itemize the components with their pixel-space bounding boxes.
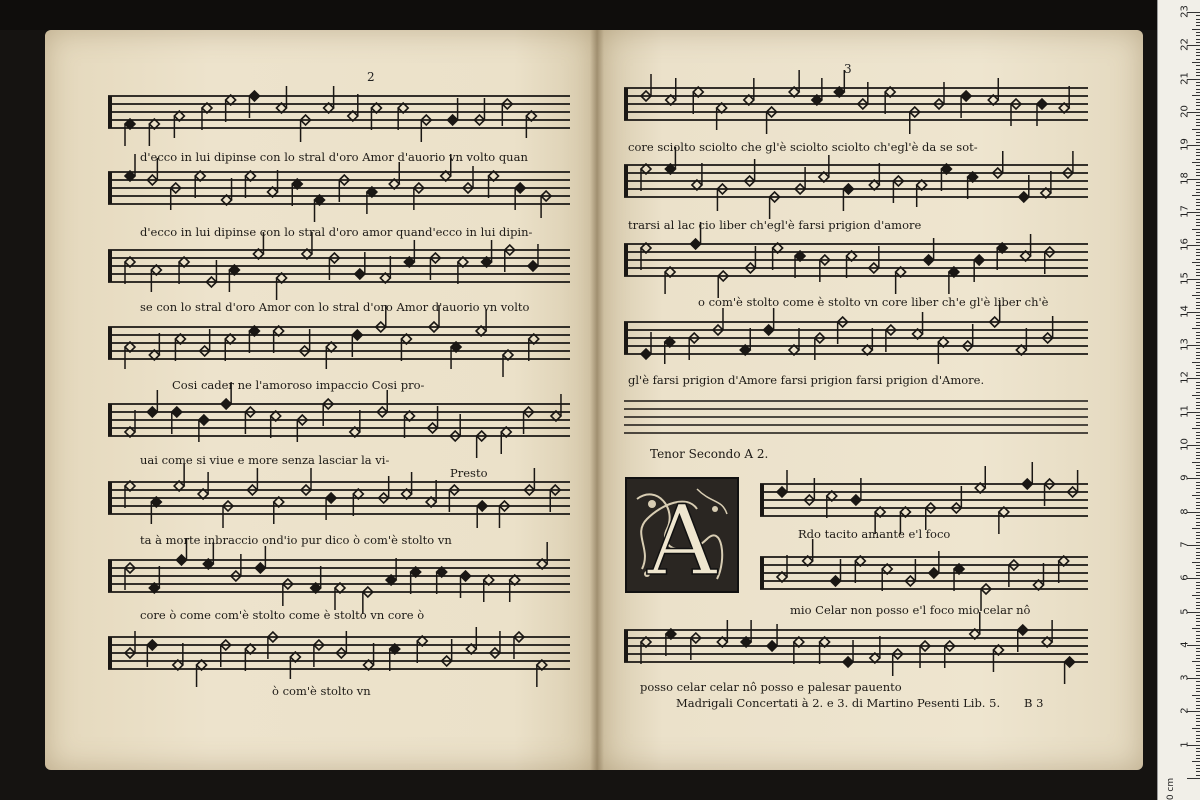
ruler-tick [1196, 725, 1200, 726]
ruler-tick [1196, 182, 1200, 183]
ruler-tick [1196, 648, 1200, 649]
ruler-tick [1196, 675, 1200, 676]
ruler-number: 5 [1179, 607, 1191, 615]
ruler-tick [1196, 731, 1200, 732]
ornament-icon [627, 479, 737, 591]
ruler-tick [1196, 368, 1200, 369]
ruler-tick [1196, 269, 1200, 270]
ruler-tick [1196, 385, 1200, 386]
ruler-tick [1196, 52, 1200, 53]
ruler-tick [1187, 778, 1200, 779]
ruler-tick [1196, 405, 1200, 406]
ruler-tick [1196, 775, 1200, 776]
ruler-tick [1196, 189, 1200, 190]
right-lyric-2: trarsi al lac cio liber ch'egl'è farsi prigion d'amore [628, 218, 922, 232]
ruler-tick [1196, 572, 1200, 573]
ruler-tick [1196, 159, 1200, 160]
ruler-unit: 0 cm [1166, 777, 1177, 800]
ruler-tick [1196, 72, 1200, 73]
ruler-tick [1196, 32, 1200, 33]
ruler-tick [1192, 462, 1200, 463]
ruler-tick [1196, 165, 1200, 166]
ruler-tick [1192, 595, 1200, 596]
ruler-tick [1196, 655, 1200, 656]
right-lyric-4: gl'è farsi prigion d'Amore farsi prigion farsi prigion d'Amore. [628, 373, 985, 387]
ruler-tick [1196, 598, 1200, 599]
ruler-tick [1196, 698, 1200, 699]
svg-text:A: A [647, 485, 717, 591]
ruler-tick [1196, 665, 1200, 666]
ruler-tick [1196, 438, 1200, 439]
ruler-tick [1192, 195, 1200, 196]
ruler-tick [1196, 15, 1200, 16]
left-page-number: 2 [367, 70, 375, 84]
ruler-tick [1192, 562, 1200, 563]
ruler-tick [1196, 422, 1200, 423]
ruler-tick [1196, 332, 1200, 333]
ruler-tick [1192, 95, 1200, 96]
ruler-tick [1196, 671, 1200, 672]
ruler-tick [1196, 502, 1200, 503]
left-lyric-2: d'ecco in lui dipinse con lo stral d'oro amor quand'ecco in lui dipin- [140, 225, 533, 239]
ruler-tick [1196, 488, 1200, 489]
ruler-tick [1196, 122, 1200, 123]
ruler-number: 15 [1179, 271, 1191, 285]
ruler-tick [1196, 372, 1200, 373]
ruler-tick [1196, 588, 1200, 589]
ruler-tick [1196, 92, 1200, 93]
ruler-tick [1196, 432, 1200, 433]
ruler-tick [1196, 621, 1200, 622]
ruler-tick [1196, 585, 1200, 586]
left-lyric-5: uai come si viue e more senza lasciar la vi- [140, 453, 390, 467]
ruler-tick [1196, 175, 1200, 176]
ruler-number: 11 [1179, 404, 1191, 418]
ruler-number: 3 [1179, 674, 1191, 681]
ruler-tick [1196, 455, 1200, 456]
right-empty-staff [624, 401, 1088, 433]
ruler-tick [1196, 508, 1200, 509]
right-staff-3 [624, 222, 1088, 298]
ruler-tick [1196, 285, 1200, 286]
ruler-tick [1196, 691, 1200, 692]
ruler-number: 20 [1179, 105, 1191, 118]
ruler-tick [1196, 552, 1200, 553]
ruler-tick [1196, 485, 1200, 486]
ruler-tick [1196, 249, 1200, 250]
ruler-tick [1196, 388, 1200, 389]
ruler-tick [1196, 82, 1200, 83]
ruler-tick [1196, 169, 1200, 170]
ruler-tick [1192, 661, 1200, 662]
footer-title: Madrigali Concertati à 2. e 3. di Martino Pesenti Lib. 5. [676, 696, 1001, 710]
ruler-tick [1196, 135, 1200, 136]
ruler-tick [1196, 155, 1200, 156]
right-staff-2 [624, 147, 1088, 219]
ruler-tick [1196, 625, 1200, 626]
ruler-tick [1196, 298, 1200, 299]
ruler-number: 22 [1179, 38, 1191, 52]
ruler-tick [1196, 42, 1200, 43]
ruler-tick [1196, 185, 1200, 186]
ruler-tick [1196, 435, 1200, 436]
ruler-tick [1196, 255, 1200, 256]
ruler-tick [1196, 408, 1200, 409]
left-lyric-1: d'ecco in lui dipinse con lo stral d'oro Amor d'auorio vn volto quan [140, 150, 528, 164]
tenor-lyric-3: posso celar celar nô posso e palesar pauento [640, 680, 902, 694]
left-lyric-4: Cosi cader ne l'amoroso impaccio Cosi pro- [172, 378, 425, 392]
ruler-number: 8 [1179, 507, 1191, 515]
ruler-tick [1196, 498, 1200, 499]
ruler-tick [1196, 538, 1200, 539]
ruler-tick [1196, 55, 1200, 56]
ruler-tick [1196, 758, 1200, 759]
ruler-tick [1196, 259, 1200, 260]
ruler-tick [1196, 618, 1200, 619]
ruler-tick [1196, 535, 1200, 536]
ruler-tick [1196, 352, 1200, 353]
ruler-tick [1196, 482, 1200, 483]
ruler-tick [1196, 442, 1200, 443]
ruler-tick [1192, 761, 1200, 762]
ruler-number: 2 [1179, 707, 1191, 715]
ruler-tick [1196, 225, 1200, 226]
ruler-tick [1196, 718, 1200, 719]
ruler-tick [1196, 465, 1200, 466]
ruler-tick [1196, 199, 1200, 200]
ruler-tick [1196, 681, 1200, 682]
ruler-tick [1196, 415, 1200, 416]
ruler-tick [1196, 172, 1200, 173]
ruler-tick [1192, 295, 1200, 296]
ruler-tick [1196, 25, 1200, 26]
tenor-lyric-1: Rdo tacito amante e'l foco [798, 527, 951, 541]
tenor-staff-2 [760, 539, 1088, 611]
ruler-tick [1196, 715, 1200, 716]
ruler-tick [1196, 335, 1200, 336]
ruler-number: 13 [1179, 338, 1191, 351]
ruler-tick [1196, 402, 1200, 403]
ruler-tick [1196, 308, 1200, 309]
ruler-tick [1196, 755, 1200, 756]
ruler-tick [1196, 338, 1200, 339]
ruler-tick [1196, 605, 1200, 606]
ruler-tick [1196, 222, 1200, 223]
ruler-tick [1196, 69, 1200, 70]
ruler-tick [1196, 125, 1200, 126]
ruler-tick [1196, 342, 1200, 343]
tenor-staff-1 [760, 462, 1088, 534]
ruler-tick [1192, 728, 1200, 729]
ruler-tick [1196, 35, 1200, 36]
ruler-tick [1196, 89, 1200, 90]
ruler-tick [1196, 132, 1200, 133]
ruler-tick [1196, 472, 1200, 473]
ruler-tick [1192, 628, 1200, 629]
ruler-tick [1196, 39, 1200, 40]
ruler-number: 17 [1179, 205, 1191, 218]
ruler-tick [1196, 735, 1200, 736]
ruler-tick [1196, 708, 1200, 709]
ruler-tick [1196, 582, 1200, 583]
ruler-tick [1196, 325, 1200, 326]
ruler-tick [1196, 22, 1200, 23]
ruler-tick [1196, 239, 1200, 240]
ruler-number: 10 [1179, 438, 1191, 451]
ruler-tick [1196, 365, 1200, 366]
ruler-tick [1196, 668, 1200, 669]
ruler-tick [1196, 425, 1200, 426]
ruler-tick [1196, 505, 1200, 506]
ruler-number: 23 [1179, 5, 1191, 18]
ruler-tick [1196, 265, 1200, 266]
ruler-tick [1196, 475, 1200, 476]
ruler-tick [1196, 65, 1200, 66]
ruler-tick [1196, 515, 1200, 516]
ruler-tick [1196, 701, 1200, 702]
tenor-staff-3 [624, 612, 1088, 684]
ruler-tick [1196, 768, 1200, 769]
ruler-tick [1196, 288, 1200, 289]
ruler-tick [1196, 518, 1200, 519]
ruler-number: 7 [1179, 541, 1191, 548]
left-lyric-6: ta à morte inbraccio ond'io pur dico ò com'è stolto vn [140, 533, 452, 547]
right-lyric-1: core sciolto sciolto che gl'è sciolto sciolto ch'egl'è da se sot- [628, 140, 978, 154]
ruler-tick [1196, 99, 1200, 100]
ruler-tick [1196, 615, 1200, 616]
ruler-tick [1196, 109, 1200, 110]
ruler-tick [1196, 358, 1200, 359]
ruler-tick [1196, 452, 1200, 453]
ruler-tick [1196, 568, 1200, 569]
left-lyric-7: core ò come com'è stolto come è stolto vn core ò [140, 608, 425, 622]
right-page-number: 3 [844, 62, 852, 76]
ruler-tick [1196, 202, 1200, 203]
ruler-tick [1196, 49, 1200, 50]
ruler-tick [1196, 119, 1200, 120]
ruler-tick [1196, 152, 1200, 153]
ruler-tick [1196, 232, 1200, 233]
ruler-tick [1192, 395, 1200, 396]
ruler-tick [1196, 685, 1200, 686]
ruler-tick [1196, 558, 1200, 559]
ruler-number: 16 [1179, 238, 1191, 252]
ruler-tick [1196, 305, 1200, 306]
ruler-tick [1196, 602, 1200, 603]
right-staff-4 [624, 300, 1088, 364]
ruler-tick [1196, 102, 1200, 103]
ruler-tick [1196, 215, 1200, 216]
ruler-tick [1196, 631, 1200, 632]
ruler-tick [1196, 302, 1200, 303]
ruler-tick [1192, 262, 1200, 263]
ruler-tick [1196, 522, 1200, 523]
ruler-tick [1196, 751, 1200, 752]
ruler-tick [1196, 748, 1200, 749]
ruler-tick [1196, 542, 1200, 543]
ruler-tick [1196, 468, 1200, 469]
ruler-tick [1192, 162, 1200, 163]
ruler-tick [1196, 235, 1200, 236]
ruler-tick [1196, 492, 1200, 493]
ruler-tick [1196, 532, 1200, 533]
signature-mark: B 3 [1024, 696, 1044, 710]
ruler-tick [1196, 272, 1200, 273]
ruler-tick [1196, 525, 1200, 526]
ruler-tick [1196, 252, 1200, 253]
ruler-tick [1196, 771, 1200, 772]
ruler-tick [1196, 142, 1200, 143]
ruler-tick [1196, 608, 1200, 609]
section-heading: Tenor Secondo A 2. [650, 447, 769, 461]
ruler-number: 19 [1179, 138, 1191, 152]
ruler-tick [1192, 62, 1200, 63]
ruler-tick [1196, 242, 1200, 243]
ruler-tick [1196, 635, 1200, 636]
ruler-tick [1196, 392, 1200, 393]
ruler-tick [1196, 765, 1200, 766]
ruler-number: 18 [1179, 171, 1191, 185]
ruler-tick [1196, 219, 1200, 220]
ruler-tick [1196, 322, 1200, 323]
ruler-tick [1196, 209, 1200, 210]
ruler-tick [1196, 738, 1200, 739]
ruler-number: 6 [1179, 574, 1191, 581]
ruler-tick [1196, 282, 1200, 283]
ruler-tick [1196, 139, 1200, 140]
ruler-tick [1196, 115, 1200, 116]
ruler-tick [1196, 192, 1200, 193]
drop-cap-initial [625, 477, 739, 593]
ruler-number: 4 [1179, 641, 1191, 648]
ruler-tick [1196, 705, 1200, 706]
ruler-tick [1196, 355, 1200, 356]
ruler-number: 9 [1179, 474, 1191, 481]
ruler-tick [1196, 575, 1200, 576]
ruler-number: 14 [1179, 304, 1191, 318]
ruler-tick [1192, 229, 1200, 230]
ruler-tick [1196, 721, 1200, 722]
ruler-number: 12 [1179, 371, 1191, 385]
ruler-number: 1 [1179, 741, 1191, 748]
ruler-tick [1196, 75, 1200, 76]
ruler-tick [1196, 565, 1200, 566]
ruler-tick [1192, 129, 1200, 130]
ruler-number: 21 [1179, 71, 1191, 85]
measurement-ruler [1157, 0, 1200, 800]
ruler-tick [1192, 428, 1200, 429]
ruler-tick [1196, 375, 1200, 376]
ruler-tick [1196, 458, 1200, 459]
ruler-tick [1196, 592, 1200, 593]
ruler-tick [1196, 348, 1200, 349]
right-lyric-3: o com'è stolto come è stolto vn core liber ch'e gl'è liber ch'è [698, 295, 1049, 309]
ruler-tick [1192, 495, 1200, 496]
right-staff-1 [624, 70, 1088, 134]
ruler-tick [1196, 59, 1200, 60]
ruler-tick [1192, 362, 1200, 363]
tempo-mark-presto: Presto [450, 466, 488, 480]
tenor-lyric-2: mio Celar non posso e'l foco mio celar nô [790, 603, 1031, 617]
ruler-tick [1196, 205, 1200, 206]
left-lyric-3: se con lo stral d'oro Amor con lo stral d'oro Amor d'auorio vn volto [140, 300, 530, 314]
ruler-tick [1196, 105, 1200, 106]
left-lyric-8: ò com'è stolto vn [272, 684, 371, 698]
ruler-tick [1196, 418, 1200, 419]
ruler-tick [1192, 29, 1200, 30]
ruler-tick [1196, 688, 1200, 689]
ruler-tick [1192, 328, 1200, 329]
ruler-tick [1196, 658, 1200, 659]
ruler-tick [1192, 695, 1200, 696]
ruler-tick [1196, 318, 1200, 319]
ruler-tick [1196, 448, 1200, 449]
ruler-tick [1196, 19, 1200, 20]
ruler-tick [1196, 292, 1200, 293]
ruler-tick [1196, 641, 1200, 642]
ruler-tick [1196, 149, 1200, 150]
ruler-tick [1196, 382, 1200, 383]
ruler-tick [1196, 315, 1200, 316]
ruler-tick [1196, 638, 1200, 639]
ruler-tick [1196, 651, 1200, 652]
ruler-tick [1196, 741, 1200, 742]
ruler-tick [1196, 555, 1200, 556]
ruler-tick [1196, 275, 1200, 276]
ruler-tick [1196, 548, 1200, 549]
ruler-tick [1196, 85, 1200, 86]
ruler-tick [1196, 398, 1200, 399]
ruler-tick [1192, 528, 1200, 529]
